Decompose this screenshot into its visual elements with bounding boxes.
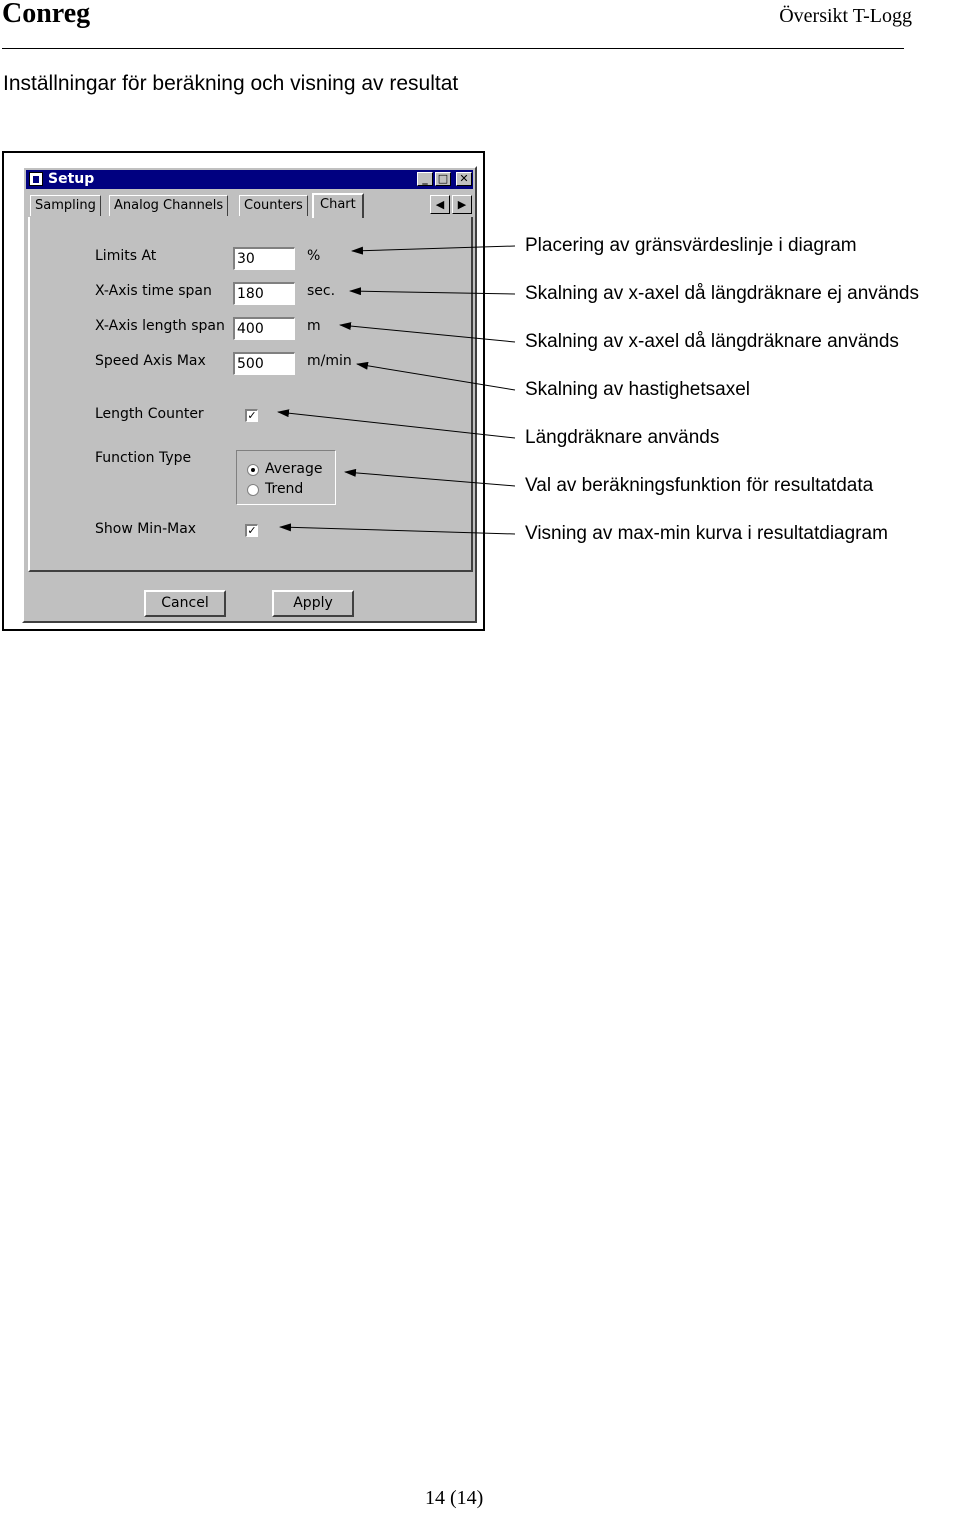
tab-scroll-right-icon[interactable]: ▶: [452, 195, 472, 214]
trend-option-label: Trend: [265, 481, 304, 497]
annotation-1: Placering av gränsvärdeslinje i diagram: [525, 235, 857, 256]
document-header-subtitle: Översikt T-Logg: [779, 5, 912, 27]
limits-at-label: Limits At: [95, 248, 157, 264]
tab-analog-channels[interactable]: Analog Channels: [109, 195, 228, 216]
annotation-4: Skalning av hastighetsaxel: [525, 379, 750, 400]
tab-counters[interactable]: Counters: [239, 195, 308, 216]
chart-tab-panel: [28, 217, 473, 572]
dialog-title: Setup: [48, 171, 95, 187]
length-counter-checkbox[interactable]: ✓: [245, 409, 258, 422]
x-axis-time-label: X-Axis time span: [95, 283, 212, 299]
close-button[interactable]: ✕: [456, 172, 472, 186]
x-axis-length-input[interactable]: 400: [233, 317, 295, 340]
tab-strip: [28, 193, 475, 217]
speed-axis-max-unit: m/min: [307, 353, 352, 369]
x-axis-time-unit: sec.: [307, 283, 336, 299]
x-axis-length-label: X-Axis length span: [95, 318, 225, 334]
annotation-3: Skalning av x-axel då längdräknare används: [525, 331, 899, 352]
limits-at-input[interactable]: 30: [233, 247, 295, 270]
setup-dialog: [22, 166, 477, 623]
document-header-title: Conreg: [2, 0, 91, 29]
page-number: 14 (14): [425, 1487, 484, 1509]
annotation-7: Visning av max-min kurva i resultatdiagram: [525, 523, 888, 544]
title-bar: [26, 170, 473, 189]
function-type-label: Function Type: [95, 450, 192, 466]
average-option-label: Average: [265, 461, 323, 477]
show-min-max-label: Show Min-Max: [95, 521, 197, 537]
show-min-max-checkbox[interactable]: ✓: [245, 524, 258, 537]
tab-scroll-left-icon[interactable]: ◀: [430, 195, 450, 214]
cancel-button[interactable]: Cancel: [144, 590, 226, 617]
limits-at-unit: %: [307, 248, 321, 264]
app-icon: [29, 172, 43, 186]
annotation-5: Längdräknare används: [525, 427, 720, 448]
length-counter-label: Length Counter: [95, 406, 204, 422]
tab-sampling[interactable]: Sampling: [30, 195, 101, 216]
apply-button[interactable]: Apply: [272, 590, 354, 617]
screenshot-frame: [2, 151, 485, 631]
minimize-button[interactable]: _: [417, 172, 433, 186]
average-radio[interactable]: [247, 464, 259, 476]
speed-axis-max-input[interactable]: 500: [233, 352, 295, 375]
speed-axis-max-label: Speed Axis Max: [95, 353, 206, 369]
annotation-6: Val av beräkningsfunktion för resultatdata: [525, 475, 874, 496]
section-title: Inställningar för beräkning och visning av resultat: [3, 72, 459, 95]
function-type-group: [236, 450, 336, 505]
annotation-2: Skalning av x-axel då längdräknare ej används: [525, 283, 919, 304]
trend-radio[interactable]: [247, 484, 259, 496]
tab-chart[interactable]: Chart: [312, 193, 364, 218]
x-axis-time-input[interactable]: 180: [233, 282, 295, 305]
header-rule: [2, 48, 904, 49]
maximize-button[interactable]: □: [435, 172, 451, 186]
x-axis-length-unit: m: [307, 318, 321, 334]
